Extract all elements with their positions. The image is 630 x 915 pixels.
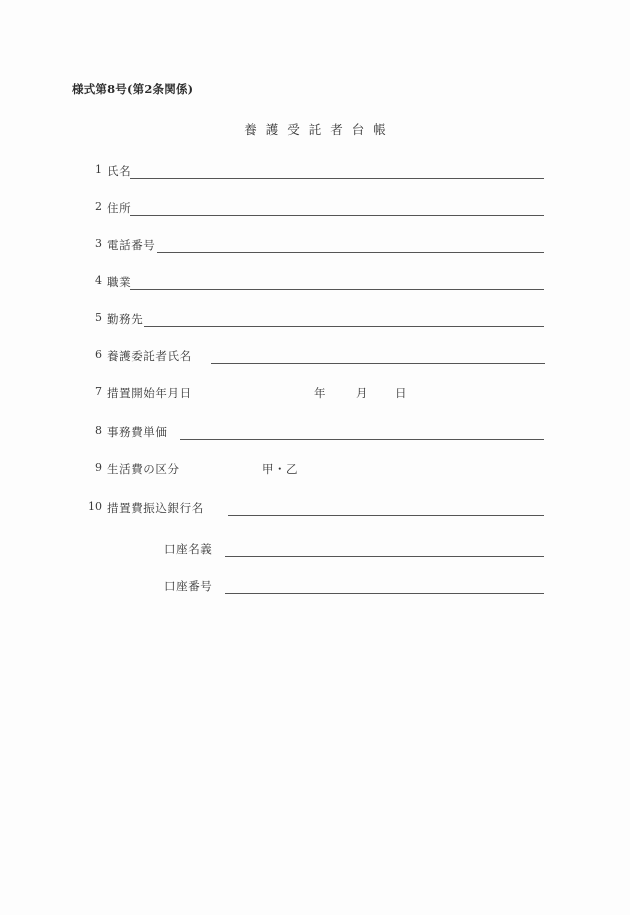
field-row-start-date [80, 385, 630, 405]
field-input-account-holder[interactable] [225, 556, 544, 557]
field-row-account-holder [80, 541, 630, 561]
field-label-admin-unit-price: 事務費単価 [107, 425, 168, 439]
field-number: 5 [95, 311, 102, 324]
field-label-entruster-name: 養護委託者氏名 [107, 349, 192, 363]
field-number: 2 [95, 200, 102, 213]
field-row-phone [80, 237, 630, 257]
field-row-account-number [80, 578, 630, 598]
field-input-bank-name[interactable] [228, 515, 544, 516]
living-cost-options[interactable]: 甲・乙 [262, 462, 298, 476]
field-row-living-cost-class [80, 461, 630, 481]
field-row-bank-name [80, 500, 630, 520]
field-input-admin-unit-price[interactable] [180, 439, 544, 440]
field-label-account-holder: 口座名義 [164, 542, 213, 556]
field-row-admin-unit-price [80, 424, 630, 444]
date-year-label: 年 [314, 386, 326, 400]
field-number: 4 [95, 274, 102, 287]
field-input-occupation[interactable] [130, 289, 544, 290]
field-input-account-number[interactable] [225, 593, 544, 594]
field-row-name [80, 163, 630, 183]
field-label-start-date: 措置開始年月日 [107, 386, 192, 400]
field-input-entruster-name[interactable] [211, 363, 545, 364]
field-row-workplace [80, 311, 630, 331]
field-number: 8 [95, 424, 102, 437]
field-number: 6 [95, 348, 102, 361]
field-row-address [80, 200, 630, 220]
date-day-label: 日 [395, 386, 407, 400]
field-number: 3 [95, 237, 102, 250]
page-title: 養護受託者台帳 [244, 122, 395, 137]
field-label-workplace: 勤務先 [107, 312, 144, 326]
field-input-name[interactable] [130, 178, 544, 179]
form-code: 様式第8号(第2条関係) [72, 82, 194, 96]
field-label-bank-name: 措置費振込銀行名 [107, 501, 204, 515]
date-month-label: 月 [356, 386, 368, 400]
field-row-occupation [80, 274, 630, 294]
field-input-address[interactable] [130, 215, 544, 216]
field-row-entruster-name [80, 348, 630, 368]
field-input-phone[interactable] [157, 252, 544, 253]
field-input-workplace[interactable] [144, 326, 544, 327]
field-label-occupation: 職業 [107, 275, 132, 289]
field-number: 1 [95, 163, 102, 176]
field-label-account-number: 口座番号 [164, 579, 213, 593]
field-label-address: 住所 [107, 201, 132, 215]
field-number: 10 [88, 500, 102, 513]
field-number: 9 [95, 461, 102, 474]
field-number: 7 [95, 385, 102, 398]
field-label-phone: 電話番号 [107, 238, 156, 252]
field-label-name: 氏名 [107, 164, 132, 178]
field-label-living-cost-class: 生活費の区分 [107, 462, 180, 476]
